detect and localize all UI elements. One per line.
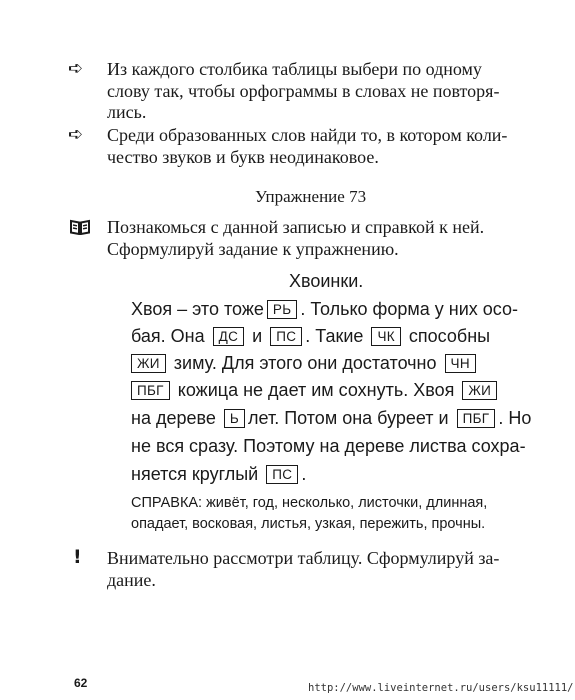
book-icon (70, 219, 90, 240)
bullet1-line2: слову так, чтобы орфограммы в словах не повторя- (107, 81, 500, 101)
gap-box[interactable]: ПС (266, 465, 298, 484)
exercise-instruction-line2: Сформулируй задание к упражнению. (107, 239, 399, 259)
text-line-7: няется круглый ПС . (131, 464, 307, 484)
reference-line2: опадает, восковая, листья, узкая, пережить, прочны. (131, 516, 486, 532)
arrow-icon: ➪ (68, 58, 84, 79)
exclamation-icon: ! (73, 546, 82, 568)
reference-line1: СПРАВКА: живёт, год, несколько, листочки, длинная, (131, 495, 488, 511)
gap-box[interactable]: ЖИ (462, 381, 497, 400)
exercise-title: Упражнение 73 (255, 187, 367, 206)
gap-box[interactable]: Ь (224, 409, 245, 428)
bullet2-line1: Среди образованных слов найди то, в котором коли- (107, 125, 508, 145)
text-line-6: не вся сразу. Поэтому на дереве листва сохра- (131, 436, 526, 456)
text-line-1: Хвоя – это тоже РЬ . Только форма у них осо- (131, 299, 518, 319)
text-line-3: ЖИ зиму. Для этого они достаточно ЧН (128, 352, 479, 375)
gap-box[interactable]: ПС (270, 327, 302, 346)
task2-line2: дание. (107, 570, 156, 590)
arrow-icon: ➪ (68, 124, 84, 145)
text-title: Хвоинки. (289, 271, 364, 291)
text-line-2: бая. Она ДС и ПС . Такие ЧК способны (131, 326, 491, 346)
gap-box[interactable]: ЖИ (131, 354, 166, 373)
text-line-5: на дереве Ь лет. Потом она буреет и ПБГ . Но (131, 408, 532, 428)
gap-box[interactable]: ПБГ (457, 409, 496, 428)
bullet2-line2: чество звуков и букв неодинаковое. (107, 147, 379, 167)
text-line-4: ПБГ кожица не дает им сохнуть. Хвоя ЖИ (128, 379, 500, 402)
gap-box[interactable]: ПБГ (131, 381, 170, 400)
bullet1-line3: лись. (107, 102, 147, 122)
exercise-instruction-line1: Познакомься с данной записью и справкой к ней. (107, 217, 485, 237)
page-number: 62 (74, 676, 88, 690)
task2-line1: Внимательно рассмотри таблицу. Сформулируй за- (107, 548, 500, 568)
gap-box[interactable]: ЧН (445, 354, 476, 373)
bullet1-line1: Из каждого столбика таблицы выбери по одному (107, 59, 482, 79)
gap-box[interactable]: ЧК (371, 327, 400, 346)
gap-box[interactable]: ДС (213, 327, 245, 346)
source-url[interactable]: http://www.liveinternet.ru/users/ksu11111/ (308, 682, 574, 694)
gap-box[interactable]: РЬ (267, 300, 297, 319)
